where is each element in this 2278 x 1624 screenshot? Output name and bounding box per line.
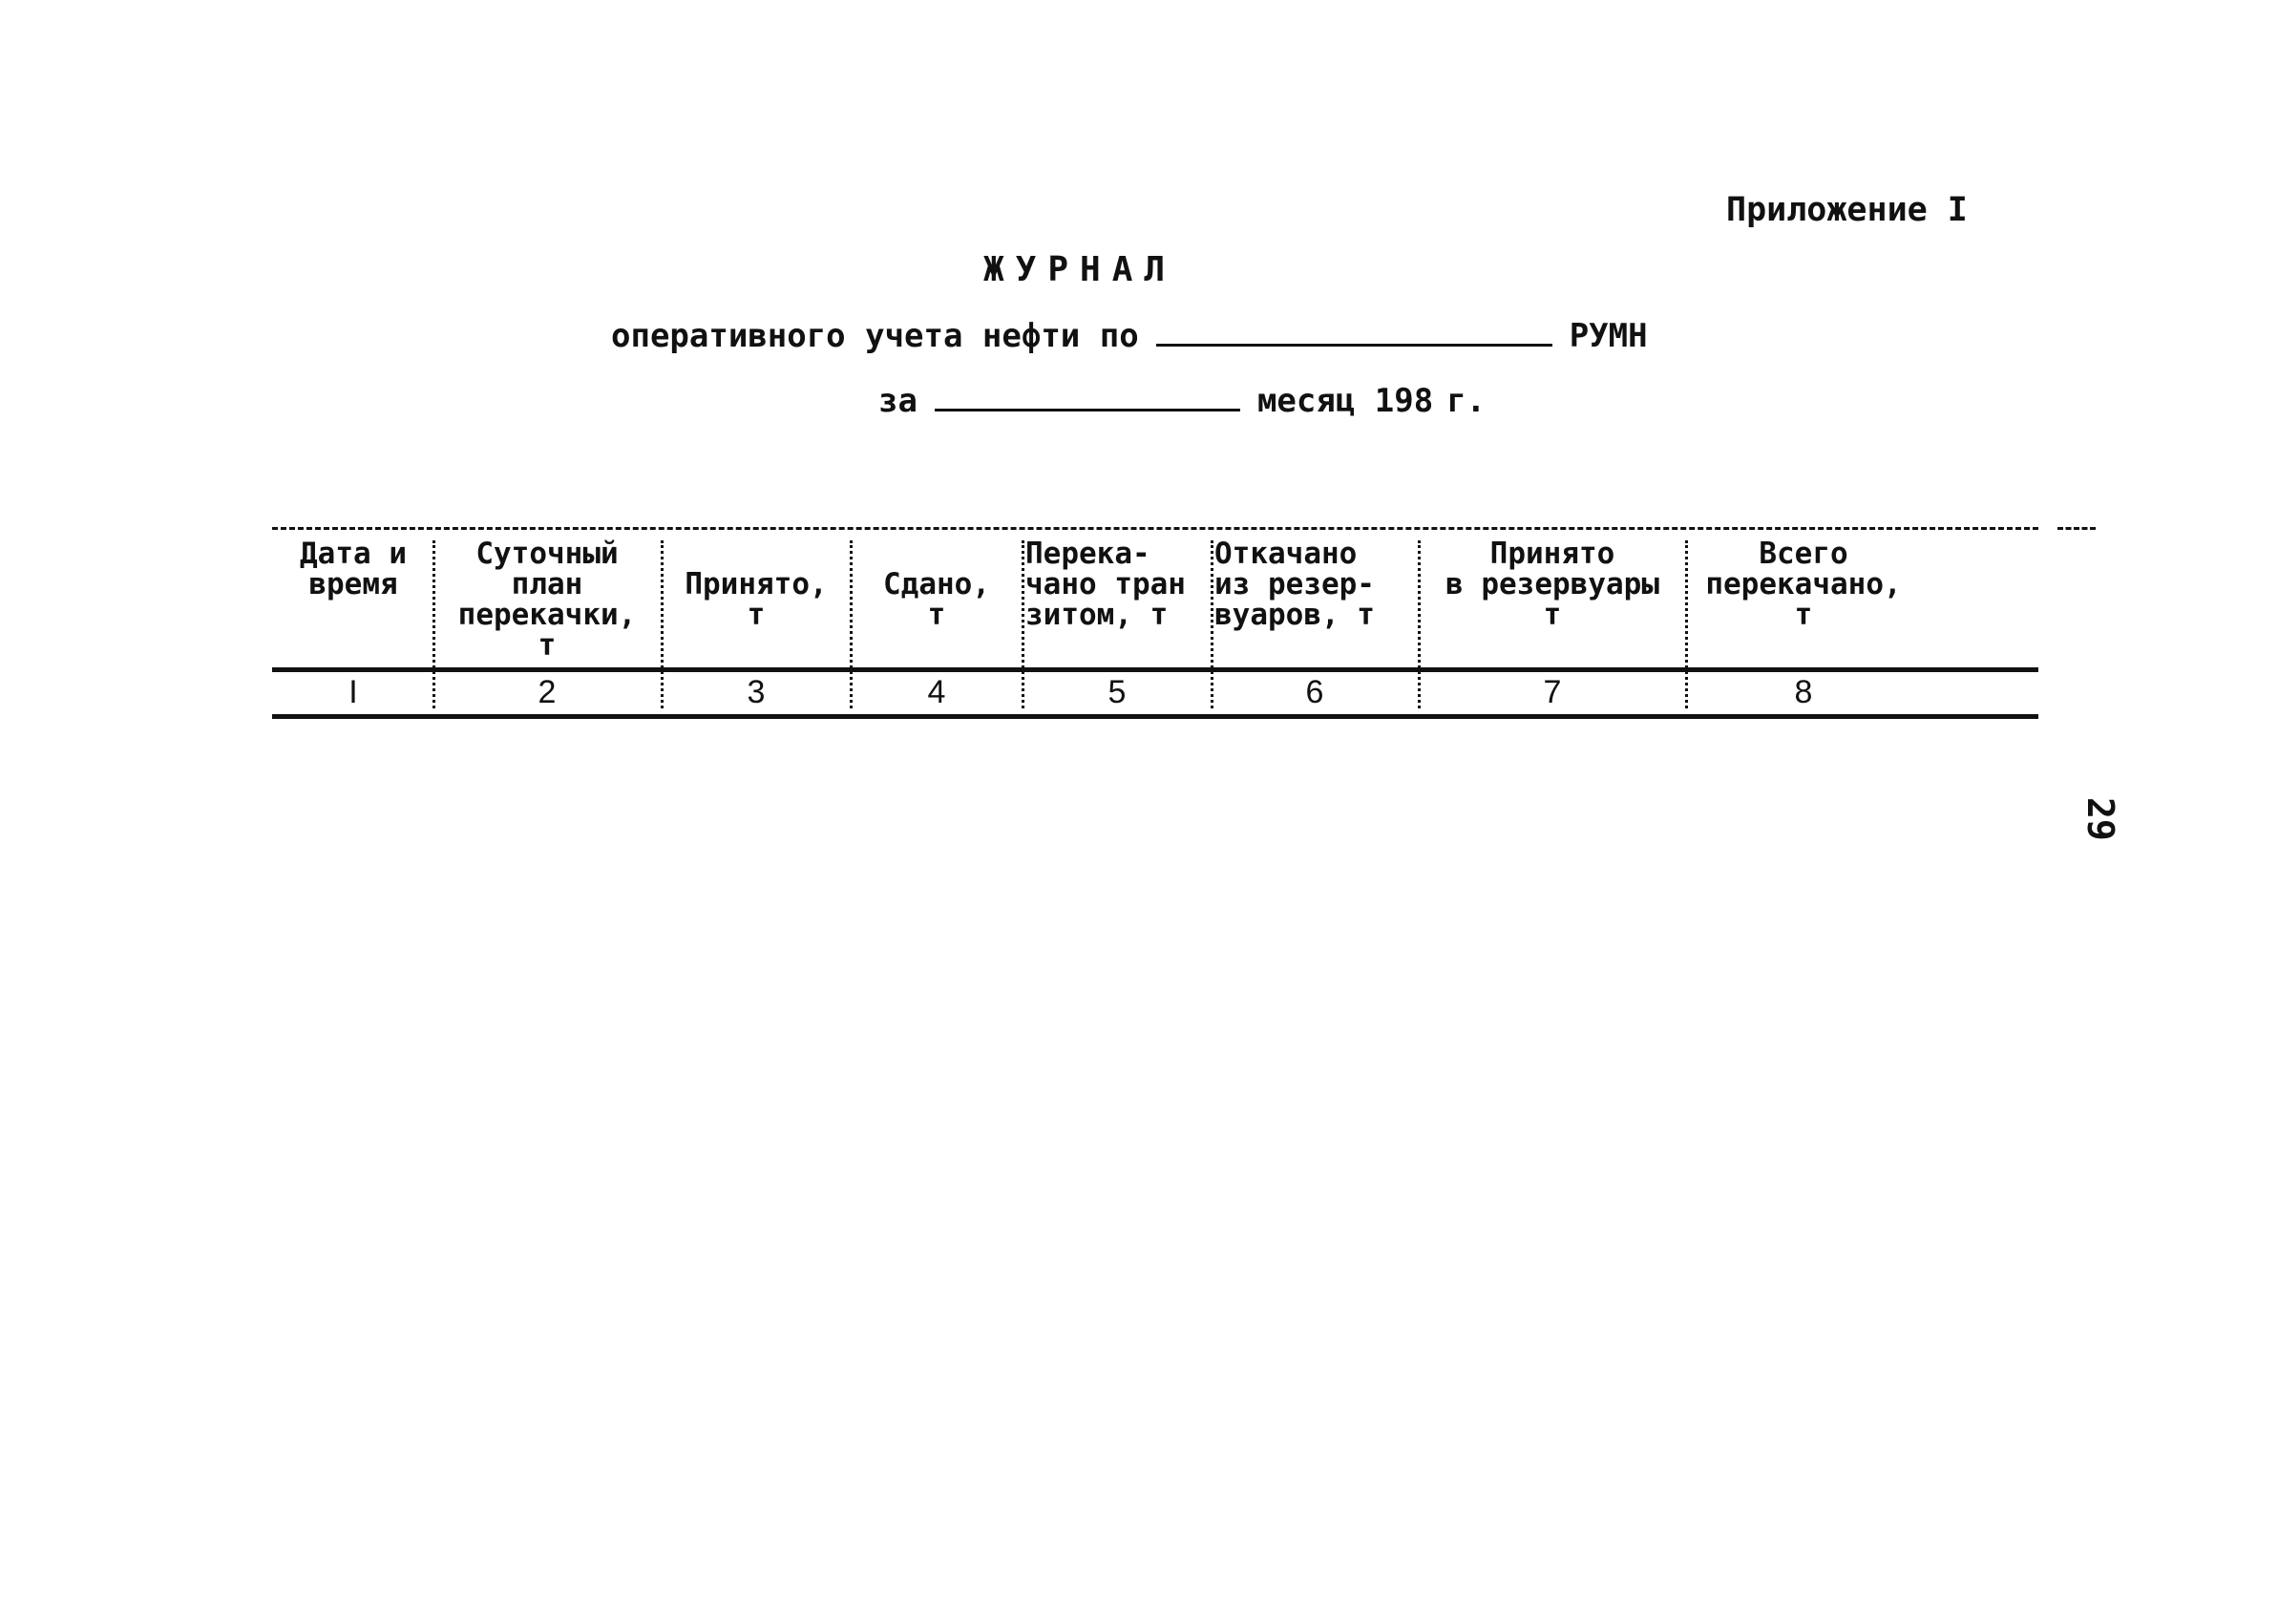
column-divider	[661, 540, 664, 708]
column-divider	[1418, 540, 1421, 708]
period-middle: месяц 198	[1256, 382, 1434, 420]
column-header-date-time: Дата и время	[300, 537, 407, 601]
subtitle-blank	[1156, 315, 1552, 347]
column-number-8: 8	[1794, 674, 1813, 710]
period-prefix: за	[878, 382, 918, 420]
column-number-4: 4	[927, 674, 946, 710]
column-header-transit-text: Перека- чано тран зитом, т	[1025, 537, 1186, 632]
period-line	[878, 380, 1486, 420]
appendix-label: Приложение I	[1726, 191, 1968, 229]
table-rule-bottom	[272, 714, 2038, 719]
table-rule-top-tail	[2057, 527, 2096, 530]
column-divider	[850, 540, 853, 708]
period-suffix: г.	[1446, 382, 1487, 420]
journal-table	[272, 523, 2038, 720]
table-rule-top	[272, 527, 2038, 530]
column-number-7: 7	[1543, 674, 1562, 710]
column-divider	[1211, 540, 1213, 708]
document-title: ЖУРНАЛ	[983, 250, 1177, 289]
subtitle-prefix: оперативного учета нефти по	[611, 317, 1139, 355]
column-number-6: 6	[1305, 674, 1324, 710]
subtitle-suffix: РУМН	[1569, 317, 1648, 355]
column-divider	[432, 540, 435, 708]
column-header-pumped-out: Откачано из резер- вуаров, т	[1214, 537, 1375, 632]
period-blank	[935, 380, 1240, 411]
subtitle-line	[611, 315, 1648, 355]
column-header-received-tanks: Принято в резервуары т	[1445, 537, 1659, 632]
column-number-3: 3	[747, 674, 766, 710]
column-header-delivered: Сдано, т	[883, 567, 990, 632]
column-divider	[1685, 540, 1688, 708]
column-header-received: Принято, т	[685, 567, 828, 632]
table-rule-mid	[272, 667, 2038, 672]
column-number-1: I	[348, 674, 358, 710]
column-header-daily-plan: Суточный план перекачки, т	[457, 537, 637, 663]
column-divider	[1022, 540, 1024, 708]
column-header-total-pumped: Всего перекачано, т	[1705, 537, 1902, 632]
column-number-2: 2	[538, 674, 557, 710]
page-number: 29	[2079, 797, 2121, 841]
column-number-5: 5	[1107, 674, 1127, 710]
